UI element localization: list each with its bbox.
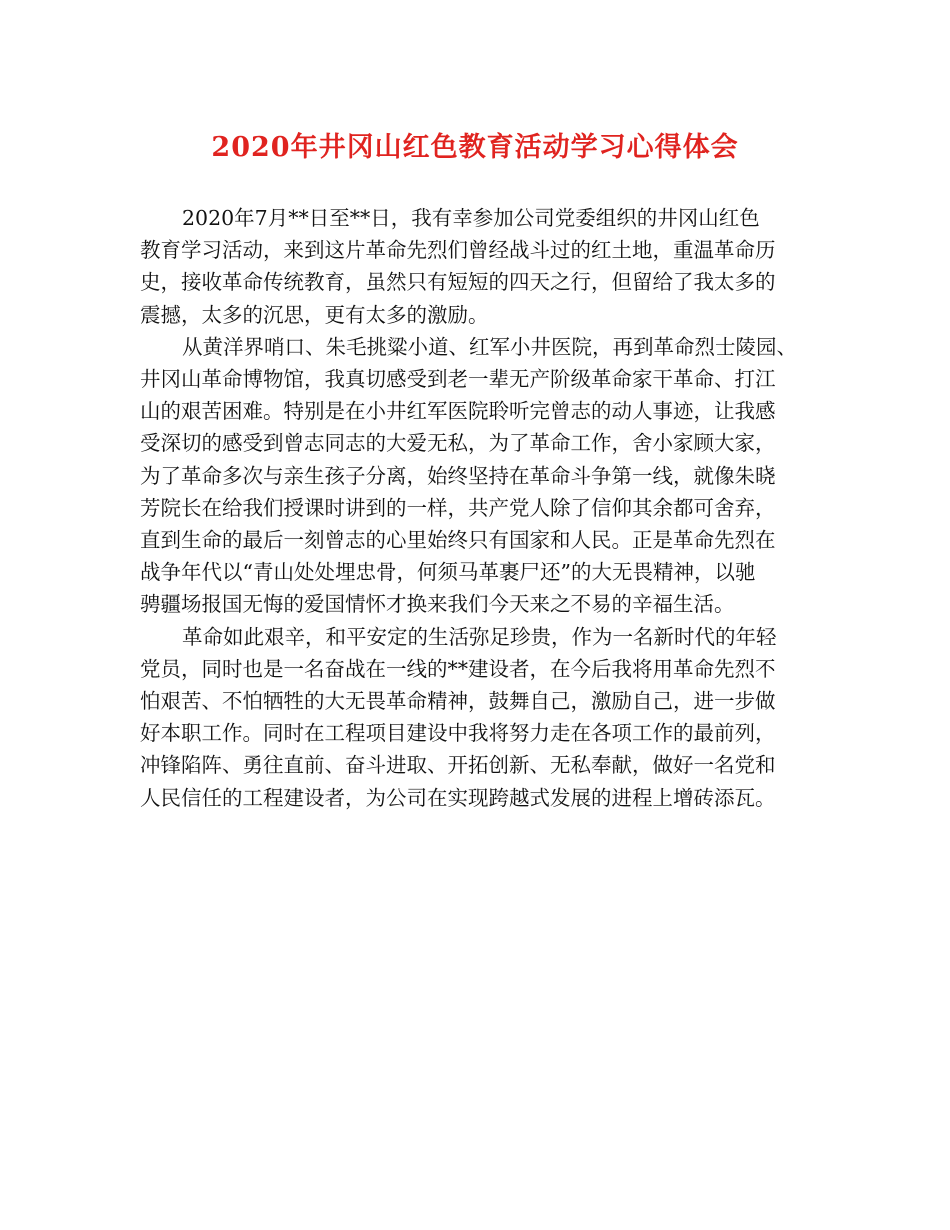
paragraph-2 xyxy=(140,331,816,621)
document-title: 2020年井冈山红色教育活动学习心得体会 xyxy=(211,132,739,163)
paragraph-line: 从黄洋界哨口、朱毛挑粱小道、红军小井医院，再到革命烈士陵园、 xyxy=(182,334,797,359)
paragraph-line: 人民信任的工程建设者，为公司在实现跨越式发展的进程上增砖添瓦。 xyxy=(140,785,776,810)
paragraph-line: 震撼，太多的沉思，更有太多的激励。 xyxy=(140,302,489,327)
paragraph-3 xyxy=(140,621,816,814)
paragraph-line: 为了革命多次与亲生孩子分离，始终坚持在革命斗争第一线，就像朱晓 xyxy=(140,463,776,488)
paragraph-line: 山的艰苦困难。特别是在小井红军医院聆听完曾志的动人事迹，让我感 xyxy=(140,399,776,424)
paragraph-line: 井冈山革命博物馆，我真切感受到老一辈无产阶级革命家干革命、打江 xyxy=(140,367,776,392)
paragraph-line: 史，接收革命传统教育，虽然只有短短的四天之行，但留给了我太多的 xyxy=(140,270,776,295)
paragraph-line: 受深切的感受到曾志同志的大爱无私，为了革命工作，舍小家顾大家， xyxy=(140,431,776,456)
paragraph-line: 芳院长在给我们授课时讲到的一样，共产党人除了信仰其余都可舍弃， xyxy=(140,495,776,520)
paragraph-line: 直到生命的最后一刻曾志的心里始终只有国家和人民。正是革命先烈在 xyxy=(140,528,776,553)
paragraph-line: 2020年7月**日至**日，我有幸参加公司党委组织的井冈山红色 xyxy=(182,206,760,230)
paragraph-line: 教育学习活动，来到这片革命先烈们曾经战斗过的红土地，重温革命历 xyxy=(140,238,776,263)
paragraph-line: 革命如此艰辛，和平安定的生活弥足珍贵，作为一名新时代的年轻 xyxy=(182,624,777,649)
paragraph-1 xyxy=(140,202,816,331)
paragraph-line: 党员，同时也是一名奋战在一线的**建设者，在今后我将用革命先烈不 xyxy=(140,656,776,681)
paragraph-line: 战争年代以“青山处处埋忠骨，何须马革裹尸还”的大无畏精神，以驰 xyxy=(140,560,756,585)
paragraph-line: 骋疆场报国无悔的爱国情怀才换来我们今天来之不易的辛福生活。 xyxy=(140,592,735,617)
paragraph-line: 好本职工作。同时在工程项目建设中我将努力走在各项工作的最前列， xyxy=(140,721,776,746)
paragraph-line: 怕艰苦、不怕牺牲的大无畏革命精神，鼓舞自己，激励自己，进一步做 xyxy=(140,689,776,714)
paragraph-line: 冲锋陷阵、勇往直前、奋斗进取、开拓创新、无私奉献，做好一名党和 xyxy=(140,753,776,778)
document-body xyxy=(140,202,816,814)
